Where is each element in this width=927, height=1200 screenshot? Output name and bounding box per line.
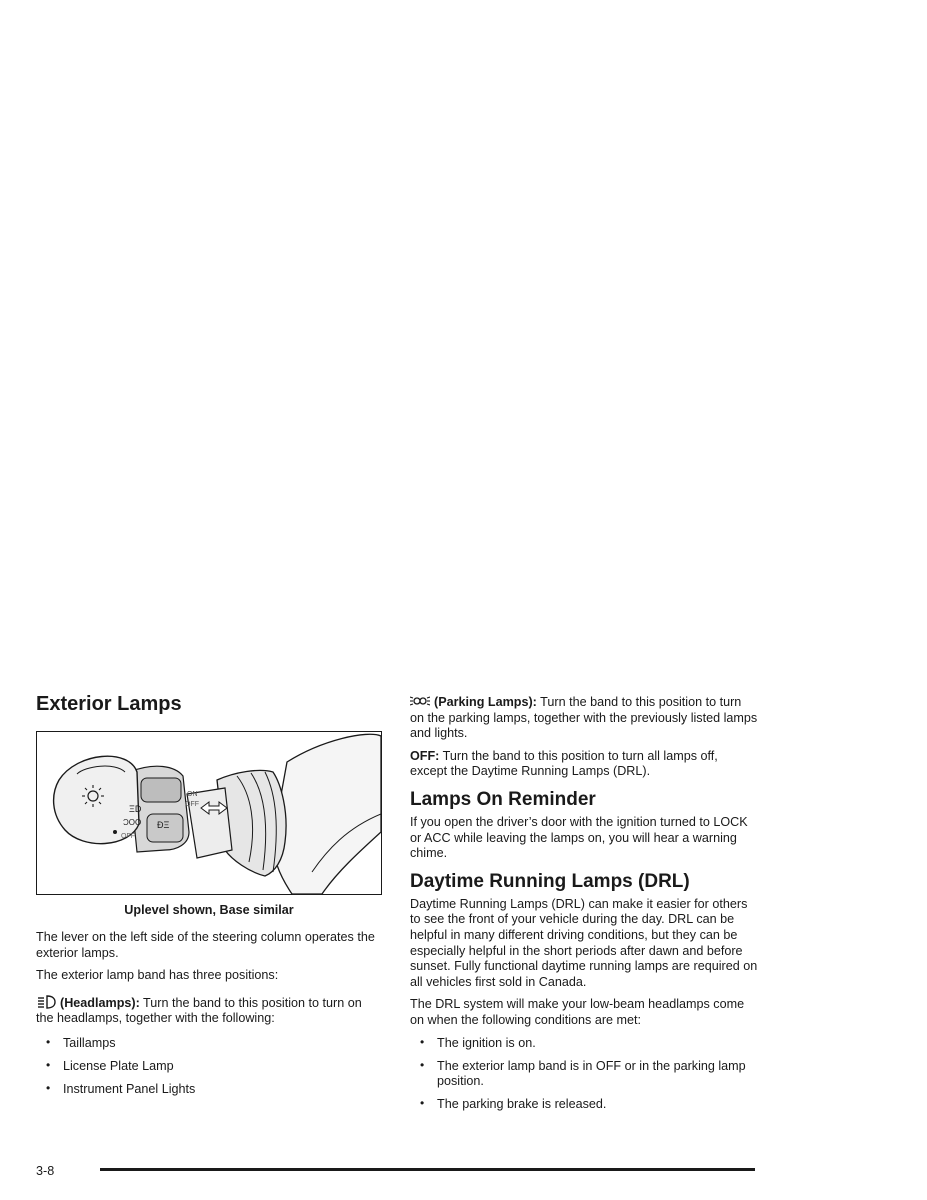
off-label: OFF: <box>410 748 440 763</box>
svg-text:ƆOO: ƆOO <box>123 818 142 827</box>
lamps-on-reminder-heading: Lamps On Reminder <box>410 788 596 810</box>
lever-drawing <box>37 732 381 894</box>
exterior-lamps-heading: Exterior Lamps <box>36 693 182 715</box>
lever-description: The lever on the left side of the steering column operates the exterior lamps. <box>36 930 375 960</box>
list-item: • License Plate Lamp <box>46 1058 174 1074</box>
figure-caption: Uplevel shown, Base similar <box>124 903 294 917</box>
headlamps-text: Turn the band to this position to turn on the headlamps, together with the following: <box>36 995 362 1026</box>
list-item: • The parking brake is released. <box>420 1096 607 1112</box>
drl-conditions-intro: The DRL system will make your low-beam headlamps come on when the following conditions are met: <box>410 997 745 1027</box>
parking-lamps-label: (Parking Lamps): <box>434 695 537 709</box>
headlamps-paragraph <box>36 995 382 1027</box>
bullet-glyph: • <box>46 1058 51 1073</box>
svg-text:ĐΞ: ĐΞ <box>157 820 170 830</box>
page-number: 3-8 <box>36 1164 55 1178</box>
drl-heading: Daytime Running Lamps (DRL) <box>410 870 690 892</box>
lamp-lever-illustration <box>36 731 382 895</box>
list-item: • Instrument Panel Lights <box>46 1081 196 1097</box>
drl-description: Daytime Running Lamps (DRL) can make it easier for others to see the front of your vehicle during the day. DRL can be helpful in many different driving conditions, but they can be especially helpful in the short periods after dawn and before sunset. Fully functional daytime running lamps are required on all vehicles first sold in Canada. <box>410 896 758 989</box>
parking-lamp-icon <box>410 694 430 708</box>
bullet-glyph: • <box>420 1034 425 1049</box>
bullet-glyph: • <box>420 1057 425 1072</box>
lamps-on-reminder-text: If you open the driver’s door with the ignition turned to LOCK or ACC while leaving the lamps on, you will hear a warning chime. <box>410 814 748 861</box>
drl-conditions-list <box>410 1036 758 1114</box>
right-column <box>410 694 758 1121</box>
svg-text:ΞD: ΞD <box>129 804 142 814</box>
bullet-glyph: • <box>420 1096 425 1111</box>
off-text: Turn the band to this position to turn all lamps off, except the Daytime Running Lamps (DRL). <box>410 748 718 779</box>
headlamps-label: (Headlamps): <box>60 995 140 1010</box>
svg-text:OFF: OFF <box>185 801 199 808</box>
parking-lamps-paragraph <box>410 694 758 742</box>
headlamps-bullet-list <box>36 1036 382 1098</box>
list-item: • The exterior lamp band is in OFF or in the parking lamp position. <box>420 1057 746 1089</box>
svg-text:ON: ON <box>187 791 198 798</box>
bullet-glyph: • <box>46 1081 51 1096</box>
list-item: • The ignition is on. <box>420 1034 536 1050</box>
band-positions-intro: The exterior lamp band has three positions: <box>36 968 279 983</box>
off-paragraph <box>410 749 758 780</box>
bullet-glyph: • <box>46 1034 51 1049</box>
parking-lamps-text: Turn the band to this position to turn on the parking lamps, together with the previously listed lamps and lights. <box>410 695 758 741</box>
svg-text:OFF: OFF <box>121 833 135 840</box>
left-column <box>36 688 382 1106</box>
footer-rule <box>100 1168 755 1171</box>
headlamp-icon <box>36 995 56 1009</box>
list-item: • Taillamps <box>46 1034 116 1050</box>
